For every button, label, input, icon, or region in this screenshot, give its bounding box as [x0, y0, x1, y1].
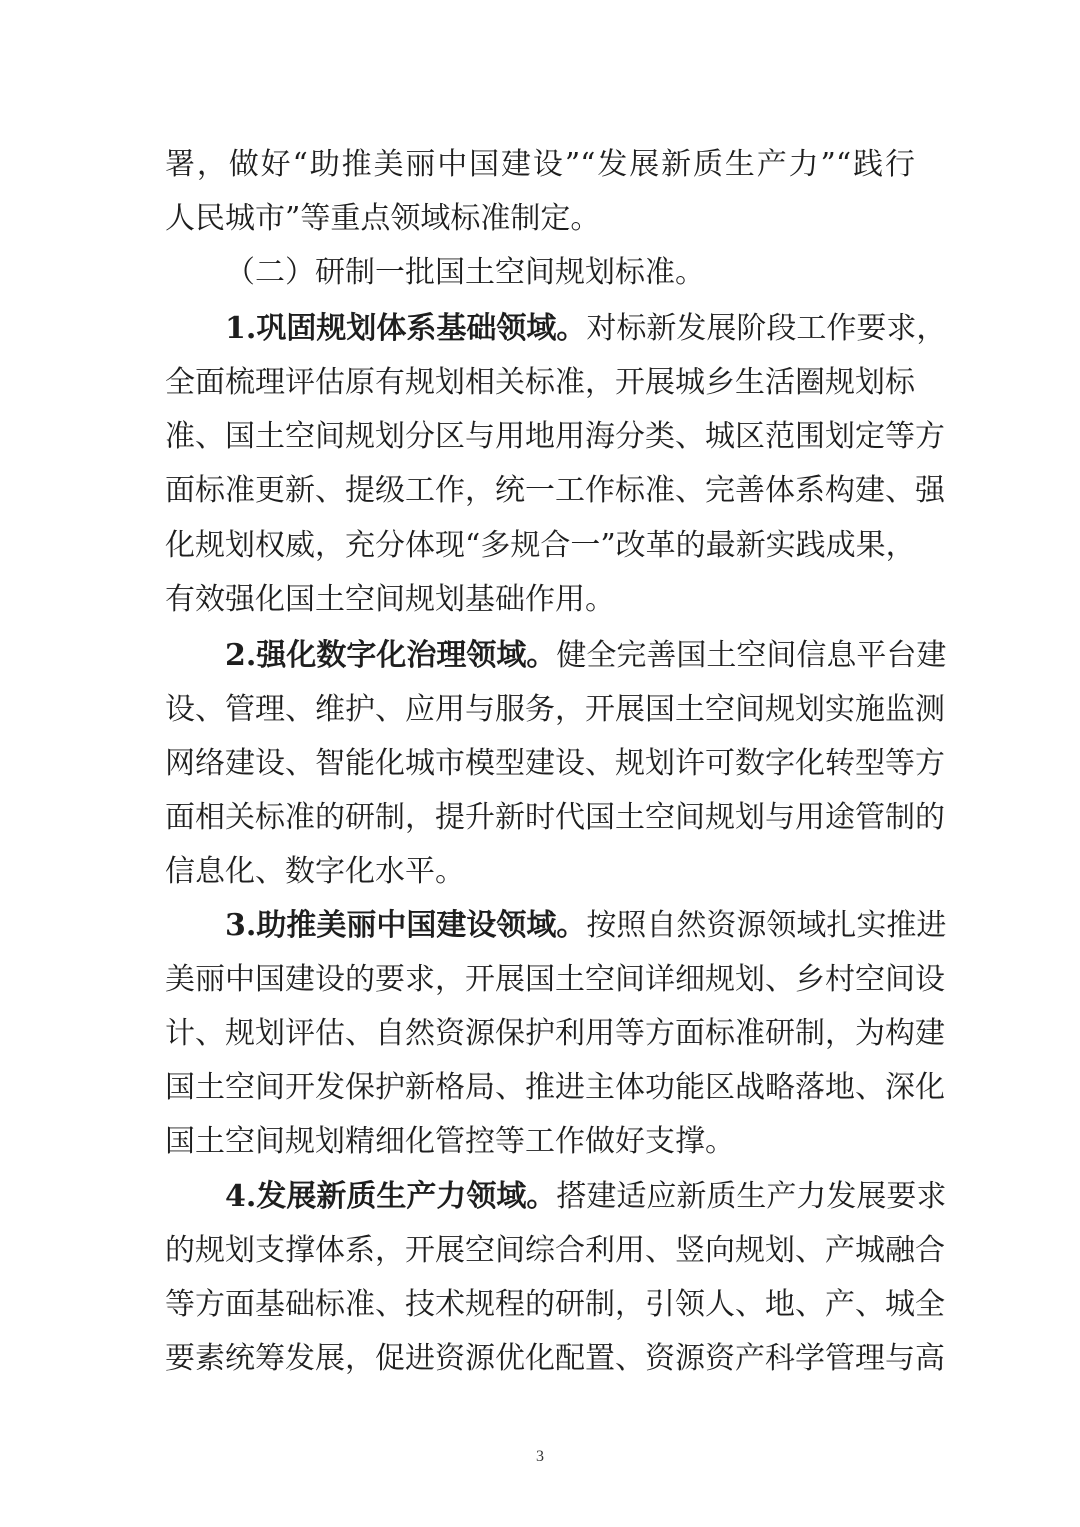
text-line: 国土空间开发保护新格局、推进主体功能区战略落地、深化: [165, 1070, 945, 1105]
text-line: 署，做好“助推美丽中国建设”“发展新质生产力”“践行: [165, 147, 915, 182]
text-line: 设、管理、维护、应用与服务，开展国土空间规划实施监测: [165, 692, 945, 727]
text-line: 等方面基础标准、技术规程的研制，引领人、地、产、城全: [165, 1287, 945, 1322]
item-2-text: 健全完善国土空间信息平台建: [556, 638, 947, 673]
text-line: 准、国土空间规划分区与用地用海分类、城区范围划定等方: [165, 419, 945, 454]
item-3-text: 按照自然资源领域扎实推进: [586, 908, 947, 943]
text-line: 国土空间规划精细化管控等工作做好支撑。: [165, 1124, 735, 1159]
item-1-text: 对标新发展阶段工作要求，: [586, 311, 947, 346]
section-heading: （二）研制一批国土空间规划标准。: [225, 255, 705, 290]
item-3-title: 3.助推美丽中国建设领域。: [225, 908, 587, 943]
text-line: 人民城市”等重点领域标准制定。: [165, 201, 601, 236]
text-line: 要素统筹发展，促进资源优化配置、资源资产科学管理与高: [165, 1341, 945, 1376]
text-line: 计、规划评估、自然资源保护利用等方面标准研制，为构建: [165, 1016, 945, 1051]
item-4-text: 搭建适应新质生产力发展要求: [556, 1179, 947, 1214]
text-line: 美丽中国建设的要求，开展国土空间详细规划、乡村空间设: [165, 962, 945, 997]
item-1-first-line: [225, 302, 947, 356]
item-2-title: 2.强化数字化治理领域。: [225, 638, 557, 673]
text-line: 面相关标准的研制，提升新时代国土空间规划与用途管制的: [165, 800, 945, 835]
text-line: 网络建设、智能化城市模型建设、规划许可数字化转型等方: [165, 746, 945, 781]
item-4-first-line: [225, 1170, 947, 1224]
text-line: 化规划权威，充分体现“多规合一”改革的最新实践成果，: [165, 528, 916, 563]
text-line: 信息化、数字化水平。: [165, 854, 465, 889]
text-line: 有效强化国土空间规划基础作用。: [165, 582, 615, 617]
item-3-first-line: [225, 899, 947, 953]
item-2-first-line: [225, 629, 947, 683]
text-line: 面标准更新、提级工作，统一工作标准、完善体系构建、强: [165, 473, 945, 508]
item-1-title: 1.巩固规划体系基础领域。: [225, 311, 587, 346]
text-line: 全面梳理评估原有规划相关标准，开展城乡生活圈规划标: [165, 365, 915, 400]
page-number: 3: [536, 1448, 544, 1465]
text-line: 的规划支撑体系，开展空间综合利用、竖向规划、产城融合: [165, 1233, 945, 1268]
item-4-title: 4.发展新质生产力领域。: [225, 1179, 557, 1214]
